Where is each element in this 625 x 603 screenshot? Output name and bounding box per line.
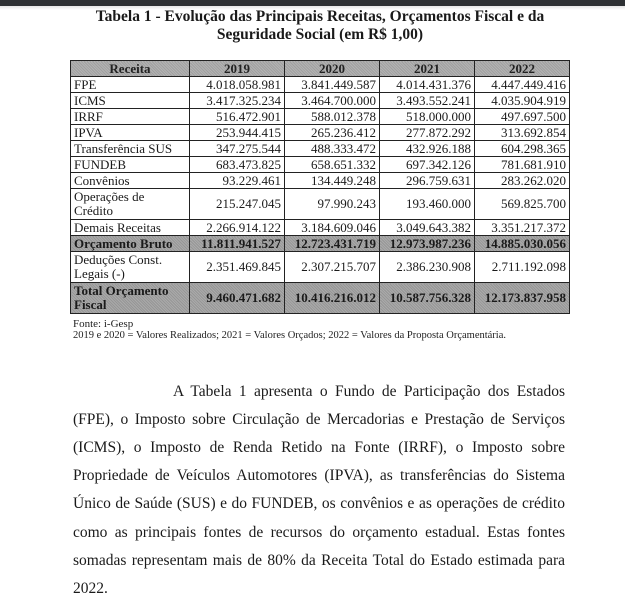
cell-2021: 2.386.230.908 [380, 252, 475, 283]
header-2020: 2020 [285, 61, 380, 77]
table-header-row [71, 61, 570, 77]
cell-2020: 3.841.449.587 [285, 77, 380, 93]
row-label: IPVA [71, 125, 190, 141]
cell-2020: 97.990.243 [285, 189, 380, 220]
cell-2021: 10.587.756.328 [380, 283, 475, 314]
cell-2019: 9.460.471.682 [190, 283, 285, 314]
cell-2022: 2.711.192.098 [475, 252, 570, 283]
cell-2020: 12.723.431.719 [285, 236, 380, 252]
header-receita: Receita [71, 61, 190, 77]
cell-2019: 516.472.901 [190, 109, 285, 125]
table-row [71, 77, 570, 93]
row-label: Total Orçamento Fiscal [71, 283, 190, 314]
row-label: Transferência SUS [71, 141, 190, 157]
cell-2020: 588.012.378 [285, 109, 380, 125]
row-label: Orçamento Bruto [71, 236, 190, 252]
cell-2021: 3.049.643.382 [380, 220, 475, 236]
cell-2021: 4.014.431.376 [380, 77, 475, 93]
row-label: Operações de Crédito [71, 189, 190, 220]
cell-2022: 4.447.449.416 [475, 77, 570, 93]
cell-2022: 781.681.910 [475, 157, 570, 173]
total-row [71, 283, 570, 314]
cell-2021: 518.000.000 [380, 109, 475, 125]
subtotal-row [71, 236, 570, 252]
cell-2022: 313.692.854 [475, 125, 570, 141]
cell-2022: 604.298.365 [475, 141, 570, 157]
row-label: ICMS [71, 93, 190, 109]
cell-2020: 3.464.700.000 [285, 93, 380, 109]
cell-2022: 14.885.030.056 [475, 236, 570, 252]
cell-2021: 193.460.000 [380, 189, 475, 220]
cell-2019: 253.944.415 [190, 125, 285, 141]
cell-2021: 277.872.292 [380, 125, 475, 141]
table-row [71, 93, 570, 109]
table-row [71, 109, 570, 125]
table-row [71, 189, 570, 220]
cell-2022: 12.173.837.958 [475, 283, 570, 314]
body-paragraph: A Tabela 1 apresenta o Fundo de Participação dos Estados (FPE), o Imposto sobre Circulação de Mercadorias e Prestação de Serviços (ICMS), o Imposto de Renda Retido na Fonte (IRRF), o Imposto sobre Propriedade de Veículos Automotores (IPVA), as transferências do Sistema Único de Saúde (SUS) e do FUNDEB, os convênios e as operações de crédito como as principais fontes de recursos do orçamento estadual. Estas fontes somadas representam mais de 80% da Receita Total do Estado estimada para 2022. [73, 378, 565, 603]
cell-2019: 3.417.325.234 [190, 93, 285, 109]
table-row [71, 173, 570, 189]
row-label: Deduções Const. Legais (-) [71, 252, 190, 283]
cell-2019: 347.275.544 [190, 141, 285, 157]
header-2019: 2019 [190, 61, 285, 77]
row-label: IRRF [71, 109, 190, 125]
cell-2019: 215.247.045 [190, 189, 285, 220]
cell-2022: 497.697.500 [475, 109, 570, 125]
cell-2020: 134.449.248 [285, 173, 380, 189]
table-row [71, 157, 570, 173]
cell-2021: 3.493.552.241 [380, 93, 475, 109]
revenue-table [70, 60, 570, 314]
table-row [71, 252, 570, 283]
cell-2019: 2.351.469.845 [190, 252, 285, 283]
cell-2020: 10.416.216.012 [285, 283, 380, 314]
cell-2019: 93.229.461 [190, 173, 285, 189]
cell-2019: 2.266.914.122 [190, 220, 285, 236]
cell-2022: 4.035.904.919 [475, 93, 570, 109]
cell-2022: 569.825.700 [475, 189, 570, 220]
row-label: Convênios [71, 173, 190, 189]
cell-2022: 3.351.217.372 [475, 220, 570, 236]
cell-2022: 283.262.020 [475, 173, 570, 189]
table-row [71, 141, 570, 157]
cell-2021: 12.973.987.236 [380, 236, 475, 252]
row-label: FPE [71, 77, 190, 93]
cell-2020: 265.236.412 [285, 125, 380, 141]
cell-2021: 697.342.126 [380, 157, 475, 173]
cell-2020: 2.307.215.707 [285, 252, 380, 283]
row-label: FUNDEB [71, 157, 190, 173]
cell-2019: 4.018.058.981 [190, 77, 285, 93]
cell-2019: 683.473.825 [190, 157, 285, 173]
table-source: Fonte: i-Gesp [73, 318, 133, 330]
row-label: Demais Receitas [71, 220, 190, 236]
table-note: 2019 e 2020 = Valores Realizados; 2021 = Valores Orçados; 2022 = Valores da Proposta Orçamentária. [73, 330, 506, 342]
cell-2019: 11.811.941.527 [190, 236, 285, 252]
header-2022: 2022 [475, 61, 570, 77]
table-row [71, 220, 570, 236]
cell-2020: 3.184.609.046 [285, 220, 380, 236]
header-2021: 2021 [380, 61, 475, 77]
table-row [71, 125, 570, 141]
cell-2020: 488.333.472 [285, 141, 380, 157]
cell-2021: 432.926.188 [380, 141, 475, 157]
cell-2021: 296.759.631 [380, 173, 475, 189]
table-title: Tabela 1 - Evolução das Principais Receitas, Orçamentos Fiscal e da Seguridade Social (em R$ 1,00) [60, 8, 580, 44]
cell-2020: 658.651.332 [285, 157, 380, 173]
